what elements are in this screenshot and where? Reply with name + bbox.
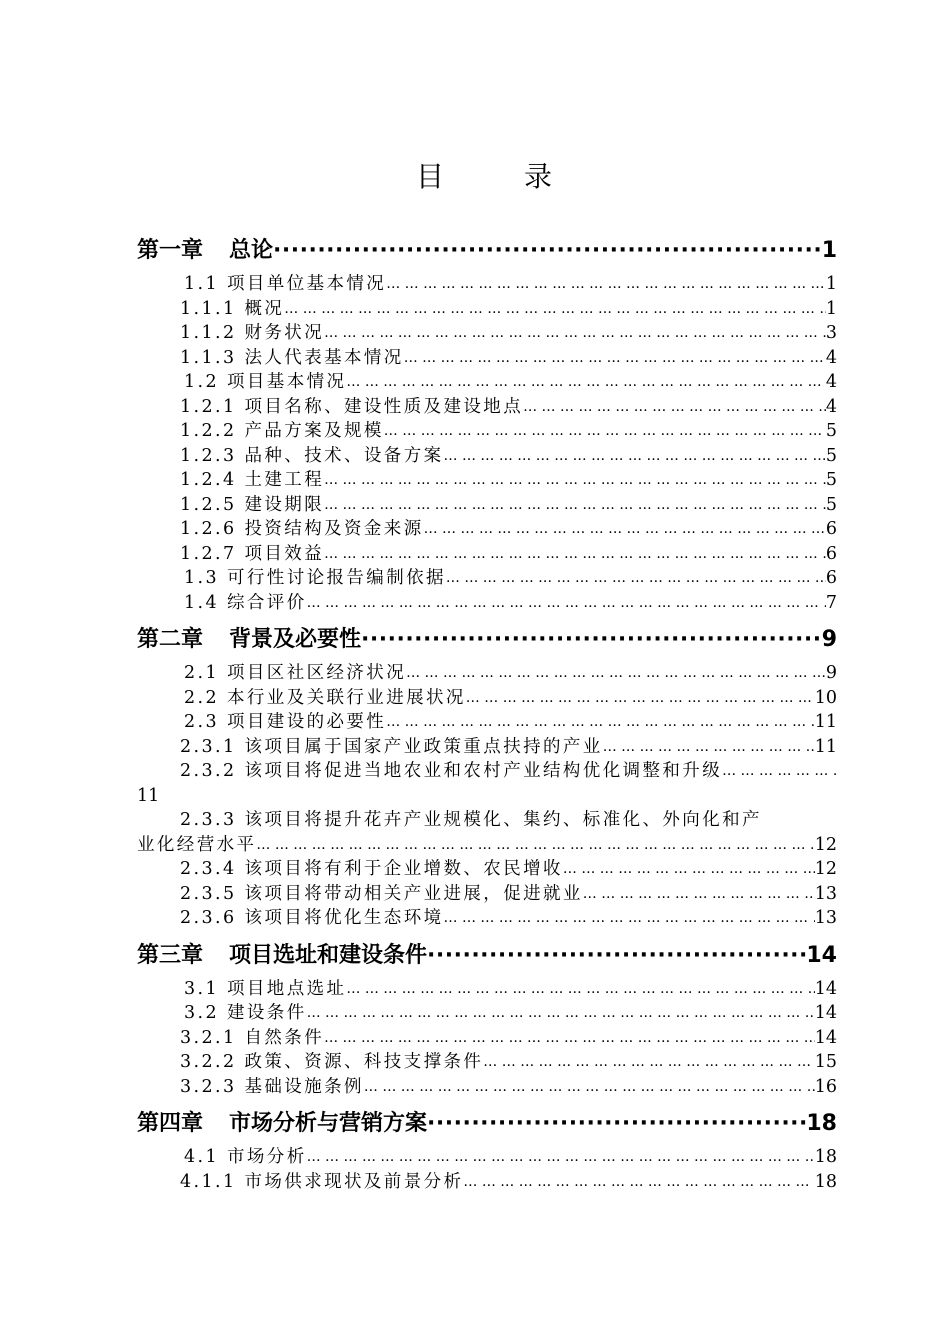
toc-chapter-entry[interactable] [137,619,837,661]
toc-section-entry[interactable] [137,735,837,760]
toc-section-entry[interactable] [137,419,837,444]
section-title: 1.1 项目单位基本情况 [184,274,387,294]
page-number: 14 [814,1003,837,1023]
section-title: 1.2.6 投资结构及资金来源 [180,519,424,539]
chapter-number: 第四章 [137,1111,204,1136]
section-title: 2.2 本行业及关联行业进展状况 [184,687,466,708]
dot-leader [307,1145,815,1170]
section-title: 3.2.3 基础设施条例 [180,1076,364,1097]
section-title: 1.1.1 概况 [180,298,285,319]
page-number: 5 [825,470,837,490]
toc-section-entry[interactable] [137,444,837,469]
dot-leader [384,419,826,444]
toc-section-entry[interactable] [137,517,837,542]
section-title: 2.3.2 该项目将促进当地农业和农村产业结构优化调整和升级 [180,761,723,781]
toc-section-entry[interactable] [137,542,837,567]
section-title: 2.3.4 该项目将有利于企业增数、农民增收 [180,859,563,879]
toc-chapter-entry[interactable] [137,935,837,977]
dot-leader [324,1026,815,1051]
toc-section-entry[interactable] [137,1001,837,1026]
toc-section-entry[interactable] [137,1026,837,1051]
page-number: 11 [814,736,837,757]
page-number: 14 [814,1027,837,1048]
page-number: 15 [814,1052,837,1072]
toc-section-entry[interactable] [137,370,837,395]
dot-leader [324,493,826,518]
section-title: 3.1 项目地点选址 [184,978,347,999]
section-title: 2.3.5 该项目将带动相关产业进展，促进就业 [180,883,583,904]
toc-section-entry[interactable] [137,1050,837,1075]
toc-section-entry[interactable] [137,686,837,711]
dot-leader [324,468,826,493]
toc-section-entry[interactable] [137,1075,837,1100]
page-number: 4 [825,347,837,368]
toc-section-entry[interactable] [137,977,837,1002]
page-number: 6 [825,568,837,588]
dot-leader [424,517,826,542]
dot-leader [404,346,826,371]
page-number: 9 [825,663,837,683]
section-title: 1.3 可行性讨论报告编制依据 [184,568,446,588]
dot-leader [563,857,815,882]
page-number: 5 [825,421,837,441]
toc-section-entry[interactable] [137,591,837,616]
dot-leader [427,1103,806,1145]
dot-leader [324,542,826,567]
page-number: 11 [137,785,160,806]
dot-leader [427,935,806,977]
toc-section-entry[interactable] [137,346,837,371]
section-title: 1.4 综合评价 [184,592,307,613]
section-title: 1.2.7 项目效益 [180,543,325,564]
dot-leader [361,619,822,661]
section-title: 1.1.2 财务状况 [180,323,325,343]
page-number: 14 [806,942,837,968]
toc-section-entry[interactable] [137,857,837,882]
page-number: 5 [825,445,837,466]
toc-section-entry[interactable] [137,710,837,735]
page-number: 9 [821,627,837,652]
chapter-title: 总论 [229,238,274,263]
toc-title: 目 录 [415,160,578,193]
table-of-contents [137,226,837,1194]
toc-chapter-entry[interactable] [137,230,837,272]
page-number: 4 [825,396,837,417]
page-number: 14 [814,978,837,999]
dot-leader [444,906,815,931]
toc-section-entry[interactable] [137,297,837,322]
page-number: 5 [825,494,837,515]
toc-section-entry[interactable] [137,906,837,931]
page-number: 18 [814,1171,837,1192]
dot-leader [583,882,815,907]
toc-section-entry[interactable] [137,759,837,784]
toc-chapter-entry[interactable] [137,1103,837,1145]
toc-section-entry[interactable] [137,272,837,297]
dot-leader [523,395,826,420]
page-number: 18 [814,1147,837,1167]
page-number: 10 [814,687,837,708]
dot-leader [406,661,826,686]
page-number: 12 [814,834,837,855]
section-title: 2.3.1 该项目属于国家产业政策重点扶持的产业 [180,736,603,757]
page-number: 13 [814,883,837,904]
page-number: 1 [825,274,837,294]
toc-section-entry[interactable] [137,468,837,493]
section-title: 1.2.5 建设期限 [180,494,325,515]
section-title: 1.2.2 产品方案及规模 [180,421,384,441]
toc-section-entry[interactable] [137,661,837,686]
page-number: 1 [821,238,837,263]
dot-leader [463,1170,814,1195]
toc-section-entry[interactable] [137,1170,837,1195]
section-title: 1.2.4 土建工程 [180,470,325,490]
dot-leader [722,759,837,784]
toc-section-entry[interactable] [137,882,837,907]
toc-section-entry-continued [137,784,837,809]
chapter-number: 第二章 [137,627,204,652]
page-number: 3 [825,323,837,343]
page-number: 16 [814,1076,837,1097]
page-number: 7 [825,592,837,613]
toc-section-entry[interactable] [137,321,837,346]
dot-leader [364,1075,815,1100]
dot-leader [603,735,815,760]
section-title: 4.1.1 市场供求现状及前景分析 [180,1171,464,1192]
section-title: 2.3 项目建设的必要性 [184,712,387,732]
dot-leader [346,977,814,1002]
section-title: 1.2 项目基本情况 [184,372,347,392]
chapter-number: 第三章 [137,942,204,968]
page-number: 12 [814,859,837,879]
section-title: 1.2.3 品种、技术、设备方案 [180,445,444,466]
section-title: 4.1 市场分析 [184,1147,307,1167]
toc-section-entry-continued[interactable] [137,833,837,858]
dot-leader [346,370,825,395]
section-title: 1.1.3 法人代表基本情况 [180,347,404,368]
toc-section-entry[interactable] [137,566,837,591]
page-number: 11 [814,712,837,732]
section-title: 2.3.6 该项目将优化生态环境 [180,908,444,928]
toc-section-entry[interactable] [137,395,837,420]
chapter-number: 第一章 [137,238,204,263]
page-number: 6 [825,543,837,564]
page-number: 1 [825,298,837,319]
section-title: 3.2.2 政策、资源、科技支撑条件 [180,1052,484,1072]
section-title: 3.2.1 自然条件 [180,1027,325,1048]
page-number: 13 [814,908,837,928]
dot-leader [256,833,814,858]
dot-leader [324,321,826,346]
dot-leader [483,1050,814,1075]
dot-leader [444,444,826,469]
page-number: 18 [806,1111,837,1136]
chapter-title: 背景及必要性 [229,627,362,652]
dot-leader [273,230,822,272]
toc-section-entry[interactable] [137,493,837,518]
dot-leader [386,710,815,735]
toc-section-entry[interactable] [137,1145,837,1170]
page-number: 6 [825,519,837,539]
dot-leader [386,272,826,297]
chapter-title: 市场分析与营销方案 [229,1111,428,1136]
section-title: 3.2 建设条件 [184,1003,307,1023]
dot-leader [446,566,826,591]
chapter-title: 项目选址和建设条件 [229,942,428,968]
dot-leader [307,591,826,616]
page-number: 4 [825,372,837,392]
dot-leader [284,297,826,322]
section-title-continued: 业化经营水平 [137,834,257,855]
dot-leader [466,686,815,711]
dot-leader [307,1001,815,1026]
section-title: 1.2.1 项目名称、建设性质及建设地点 [180,396,524,417]
section-title[interactable]: 2.3.3 该项目将提升花卉产业规模化、集约、标准化、外向化和产 [180,810,762,830]
section-title: 2.1 项目区社区经济状况 [184,663,407,683]
